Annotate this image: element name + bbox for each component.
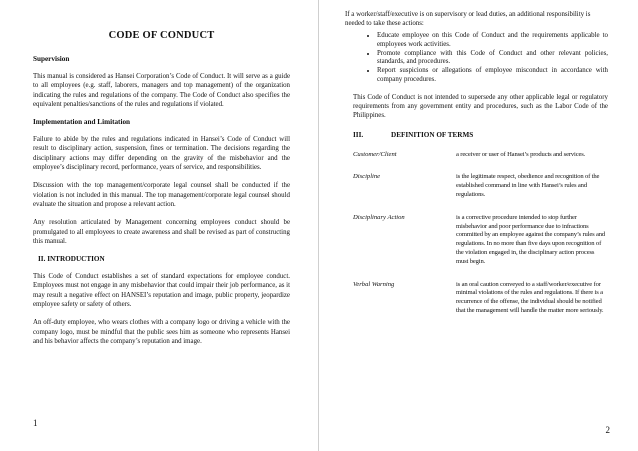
term-row <box>353 173 608 199</box>
page-number-left: 1 <box>33 418 38 428</box>
term-name: Discipline <box>353 173 381 181</box>
document-title: CODE OF CONDUCT <box>108 30 215 41</box>
term-definition: is a corrective procedure intended to stop further misbehavior and poor performance due to infractions committed by an employee against the company’s rules and regulations. In no more than five days upon recognition of the violation engaged in, the disciplinary action process must begin. <box>456 213 606 265</box>
implementation-paragraph: Failure to abide by the rules and regulations indicated in Hansei’s Code of Conduct will result to disciplinary action, suspension, fines or termination. The decisions regarding the disciplinary actions may differ depending on the gravity of the misbehavior and the employee’s disciplinary record, performance, years of service, and responsibilities. <box>33 136 290 172</box>
resolution-paragraph: Any resolution articulated by Management concerning employees conduct should be promulgated to all employees to create awareness and shall be revised as part of constructing this manual. <box>33 219 290 245</box>
implementation-heading: Implementation and Limitation <box>33 118 131 127</box>
section-title: DEFINITION OF TERMS <box>391 130 474 139</box>
term-definition: is an oral caution conveyed to a staff/worker/executive for minimal violations of the rules and regulations. If there is a recurrence of the offense, the individual should be notified that the management will handle the matter more seriously. <box>456 280 604 315</box>
term-row <box>353 281 608 316</box>
discussion-paragraph: Discussion with the top management/corporate legal counsel shall be conducted if the violation is not included in this manual. The top management/corporate legal counsel should evaluate the situation and propose a relevant action. <box>33 182 290 208</box>
term-name: Verbal Warning <box>353 280 395 288</box>
term-definition: is the legitimate respect, obedience and recognition of the established command in line with Hansei’s rules and regulations. <box>456 173 600 199</box>
term-row <box>353 151 608 160</box>
page-right <box>319 0 638 451</box>
supervision-heading: Supervision <box>33 55 70 63</box>
supervision-paragraph: This manual is considered as Hansei Corporation’s Code of Conduct. It will serve as a guide to all employees (e.g. staff, laborers, managers and top management) of the organization indicating the rules and regulations of the company. The Code of Conduct also specifies the equivalent penalties/sanctions of the rules and regulations if violated. <box>33 73 290 108</box>
term-row <box>353 214 608 267</box>
list-item: • Report suspicions or allegations of employee misconduct in accordance with company procedures. <box>377 67 608 85</box>
introduction-paragraph: This Code of Conduct establishes a set of standard expectations for employee conduct. Employees must not engage in any misbehavior that could impair their job performance, as it may result a negative effect on HANSEI’s reputation and image, public property, jeopardize employee safety or safety of others. <box>33 273 290 309</box>
term-name: Customer/Client <box>353 150 397 158</box>
supersede-paragraph: This Code of Conduct is not intended to supersede any other applicable legal or regulatory requirements from any government entity and procedures, such as the Labor Code of the Philippines. <box>353 93 608 120</box>
off-duty-paragraph: An off-duty employee, who wears clothes with a company logo or driving a vehicle with the company logo, must be mindful that the public sees him as someone who represents Hansei and his behavior affects the company’s reputation and image. <box>33 319 290 345</box>
term-definition: a receiver or user of Hansei’s products and services. <box>456 150 586 158</box>
supervisory-intro-paragraph: If a worker/staff/executive is on supervisory or lead duties, an additional responsibility is needed to take these actions: <box>345 11 591 27</box>
definitions-heading <box>353 131 608 139</box>
list-item: • Educate employee on this Code of Conduct and the requirements applicable to employees work activities. <box>377 32 608 50</box>
supervisory-actions-list <box>345 32 608 85</box>
page-number-right: 2 <box>605 425 610 435</box>
introduction-heading: II. INTRODUCTION <box>38 255 105 264</box>
section-number: III. <box>353 130 364 139</box>
term-name: Disciplinary Action <box>353 213 405 221</box>
page-left <box>0 0 318 451</box>
list-item: • Promote compliance with this Code of Conduct and other relevant policies, standards, and procedures. <box>377 50 608 68</box>
